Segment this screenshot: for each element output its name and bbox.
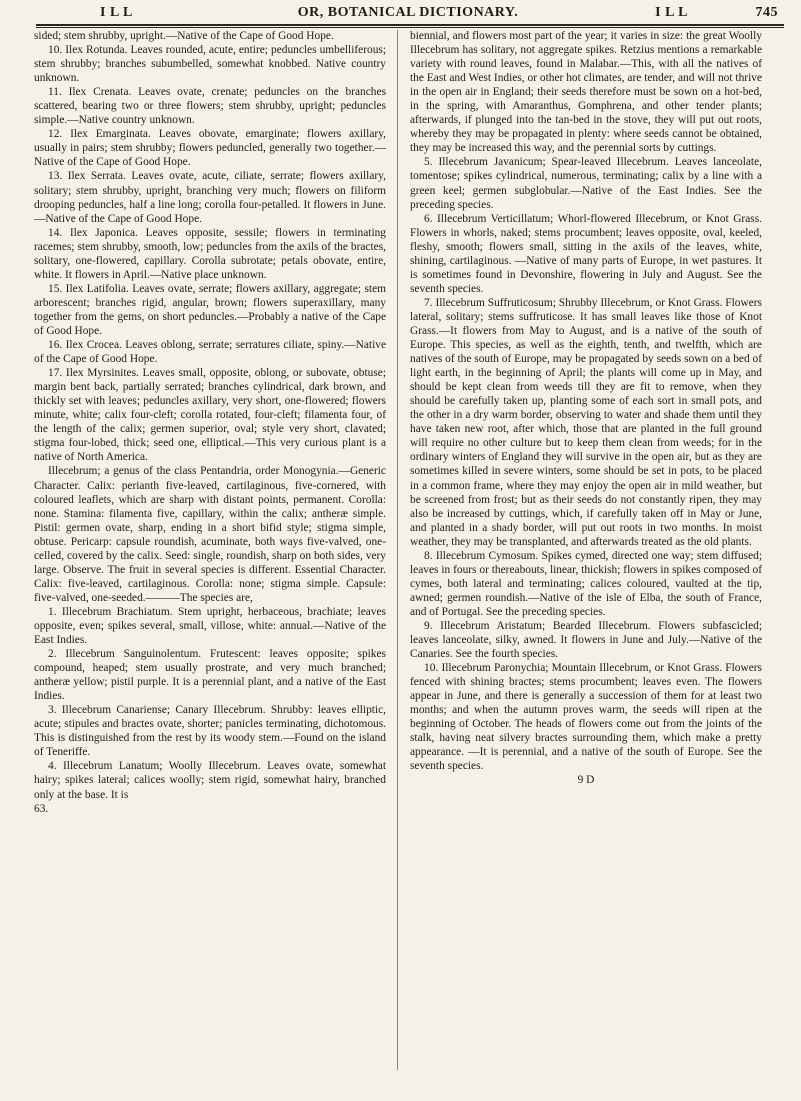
paragraph: sided; stem shrubby, upright.—Native of the Cape of Good Hope. xyxy=(34,30,334,42)
header-right-guide: I L L xyxy=(655,5,688,20)
signature-mark: 9 D xyxy=(577,774,595,787)
paragraph: 13. Ilex Serrata. Leaves ovate, acute, ciliate, serrate; flowers axillary, solitary; stem shrubby, upright, branching very much; flowers on filiform drooping peduncles, half a line long; corolla four-petalled. It flowers in June.—Native of the Cape of Good Hope. xyxy=(34,170,386,225)
paragraph: 10. Ilex Rotunda. Leaves rounded, acute, entire; peduncles umbelliferous; stem shrubby; branches subumbelled, somewhat knobbed. Native country unknown. xyxy=(34,44,386,85)
paragraph: 14. Ilex Japonica. Leaves opposite, sessile; flowers in terminating racemes; stem shrubby, smooth, low; peduncles from the axils of the bractes, solitary, one-flowered, capillary. Corolla subrotate; petals obovate, entire, white. It flowers in April.—Native place unknown. xyxy=(34,226,386,281)
paragraph: 4. Illecebrum Lanatum; Woolly Illecebrum. Leaves ovate, somewhat hairy; spikes lateral; calices woolly; stem rigid, somewhat hairy, branched only at the base. It is xyxy=(34,760,386,801)
paragraph: 6. Illecebrum Verticillatum; Whorl-flowered Illecebrum, or Knot Grass. Flowers in whorls, naked; stems procumbent; leaves opposite, oval, keeled, fleshy, smooth; flowers small, sitting in the axils of the leaves, white, shining, cartilaginous. —Native of many parts of Europe, in wet pastures. It is sometimes found in Devonshire, flowering in July and August. See the seventh species. xyxy=(410,212,762,295)
paragraph: 10. Illecebrum Paronychia; Mountain Illecebrum, or Knot Grass. Flowers fenced with shining bractes; stems procumbent; leaves even. The flowers appear in June, and there is generally a succession of them for at least two months; and when the autumn proves warm, the seeds will ripen at the beginning of October. The heads of flowers come out from the joints of the stalk, having neat silvery bractes surrounding them, which make a pretty appearance. —It is perennial, and a native of the south of Europe. See the seventh species. xyxy=(410,662,762,773)
paragraph: 7. Illecebrum Suffruticosum; Shrubby Illecebrum, or Knot Grass. Flowers lateral, solitary; stems suffruticose. It has small leaves like those of Knot Grass.—It flowers from May to August, and is a native of the south of Europe. This species, as well as the eighth, tenth, and twelfth, which are natives of the south of Europe, may be propagated by seeds sown on a bed of light earth, in the beginning of April; the plants will come up in May, and should be kept clean from weeds till they are fit to remove, when they should be carefully taken up, planting some of each sort in small pots, and the other in a dry warm border, observing to water and shade them until they have taken new root, after which, those that are planted in the full ground will require no other culture but to keep them clean from weeds; for in the ordinary winters of England they will survive in the open air, but as they are sometimes killed in severe winters, some should be set in pots, to be placed in a common frame, where they may enjoy the open air in mild weather, but be screened from frost; but as their seeds do not constantly ripen, they may also be increased by cuttings, which, if carefully taken off in May or June, and planted in a shady border, will put out roots in two months. In moist weather, they may be transplanted, and afterwards treated as the old plants. xyxy=(410,296,762,548)
paragraph: 9. Illecebrum Aristatum; Bearded Illecebrum. Flowers subfascicled; leaves lanceolate, silky, awned. It flowers in June and July.—Native of the Canaries. See the fourth species. xyxy=(410,619,762,661)
paragraph: 11. Ilex Crenata. Leaves ovate, crenate; peduncles on the branches scattered, bearing two or three flowers; stem shrubby, upright; peduncles simple.—Native country unknown. xyxy=(34,86,386,127)
paragraph: 5. Illecebrum Javanicum; Spear-leaved Illecebrum. Leaves lanceolate, tomentose; spikes cylindrical, numerous, terminating; calix by a line with a green keel; germen subglobular.—Native of the East Indies. See the preceding species. xyxy=(410,156,762,211)
paragraph: biennial, and flowers most part of the year; it varies in size: the great Woolly Illecebrum has solitary, not aggregate spikes. Retzius mentions a remarkable variety with round leaves, found in Malabar.—This, with all the natives of the East and West Indies, or other hot climates, are tender, and will not thrive in the open air in England; their seeds therefore must be sown on a hot-bed, in the spring, with Amaranthus, Gomphrena, and other tender plants; afterwards, if plunged into the tan-bed in the stove, they will put out roots, whereby they may be propagated in plenty: where seeds cannot be obtained, they may be increased this way, and the perennial sorts by cuttings. xyxy=(410,30,762,155)
paragraph: 15. Ilex Latifolia. Leaves ovate, serrate; flowers axillary, aggregate; stem arborescent; branches rigid, angular, brown; flowers superaxillary, many together from the gems, on short peduncles.—Probably a native of the Cape of Good Hope. xyxy=(34,282,386,337)
paragraph: 3. Illecebrum Canariense; Canary Illecebrum. Shrubby: leaves elliptic, acute; stipules and bractes ovate, shorter; panicles terminating, dichotomous. This is distinguished from the rest by its woody stem.—Found on the island of Teneriffe. xyxy=(34,704,386,759)
paragraph: 2. Illecebrum Sanguinolentum. Frutescent: leaves opposite; spikes compound, heaped; stem usually prostrate, and very much branched; antheræ yellow; pistil purple. It is a perennial plant, and a native of the East Indies. xyxy=(34,648,386,703)
left-column xyxy=(34,29,386,816)
paragraph: 16. Ilex Crocea. Leaves oblong, serrate; serratures ciliate, spiny.—Native of the Cape of Good Hope. xyxy=(34,339,386,366)
paragraph: 12. Ilex Emarginata. Leaves obovate, emarginate; flowers axillary, usually in pairs; stem shrubby; flowers peduncled, generally two together.—Native of the Cape of Good Hope. xyxy=(34,128,386,169)
header-title: OR, BOTANICAL DICTIONARY. xyxy=(297,5,519,20)
running-header xyxy=(38,5,778,23)
signature-mark: 63. xyxy=(34,802,49,815)
genus-entry: Illecebrum; a genus of the class Pentandria, order Monogynia.—Generic Character. Calix: perianth five-leaved, cartilaginous, five-cornered, with coloured leaflets, which are sharp with distant points, permanent. Corolla: none. Stamina: filamenta five, capillary, within the calix; antheræ simple. Pistil: germen ovate, sharp, ending in a short bifid style; stigma simple, obtuse. Pericarp: capsule roundish, acuminate, both ways five-valved, one-celled, covered by the calix. Seed: single, roundish, sharp on both sides, very large. Observe. The fruit in several species is different. Essential Character. Calix: five-leaved, cartilaginous. Corolla: none; stigma simple. Capsule: five-valved, one-seeded.———The species are, xyxy=(34,465,386,604)
paragraph: 1. Illecebrum Brachiatum. Stem upright, herbaceous, brachiate; leaves opposite, even; spikes several, small, villose, white: annual.—Native of the East Indies. xyxy=(34,605,386,647)
paragraph: 17. Ilex Myrsinites. Leaves small, opposite, oblong, or subovate, obtuse; margin bent back, partially serrated; branches cylindrical, dark brown, and thickly set with leaves; peduncles axillary, very short, one-flowered; flowers minute, white; calix four-cleft; corolla rotated, four-cleft; filamenta four, of the length of the calix; germen superior, oval; style very short, clavated; stigma four-lobed, thick; seed one, elliptical.—This very curious plant is a native of North America. xyxy=(34,367,386,464)
header-rule xyxy=(36,24,784,28)
paragraph: 8. Illecebrum Cymosum. Spikes cymed, directed one way; stem diffused; leaves in fours or thereabouts, linear, thickish; flowers in spikes composed of cymes, both lateral and terminating; calices coloured, vaulted at the tip, awned; germen roundish.—Native of the isle of Elba, the south of France, and of Portugal. See the preceding species. xyxy=(410,549,762,618)
header-left-guide: I L L xyxy=(100,5,133,20)
page-number: 745 xyxy=(755,5,778,20)
column-divider xyxy=(397,30,398,1070)
right-column xyxy=(410,29,762,788)
